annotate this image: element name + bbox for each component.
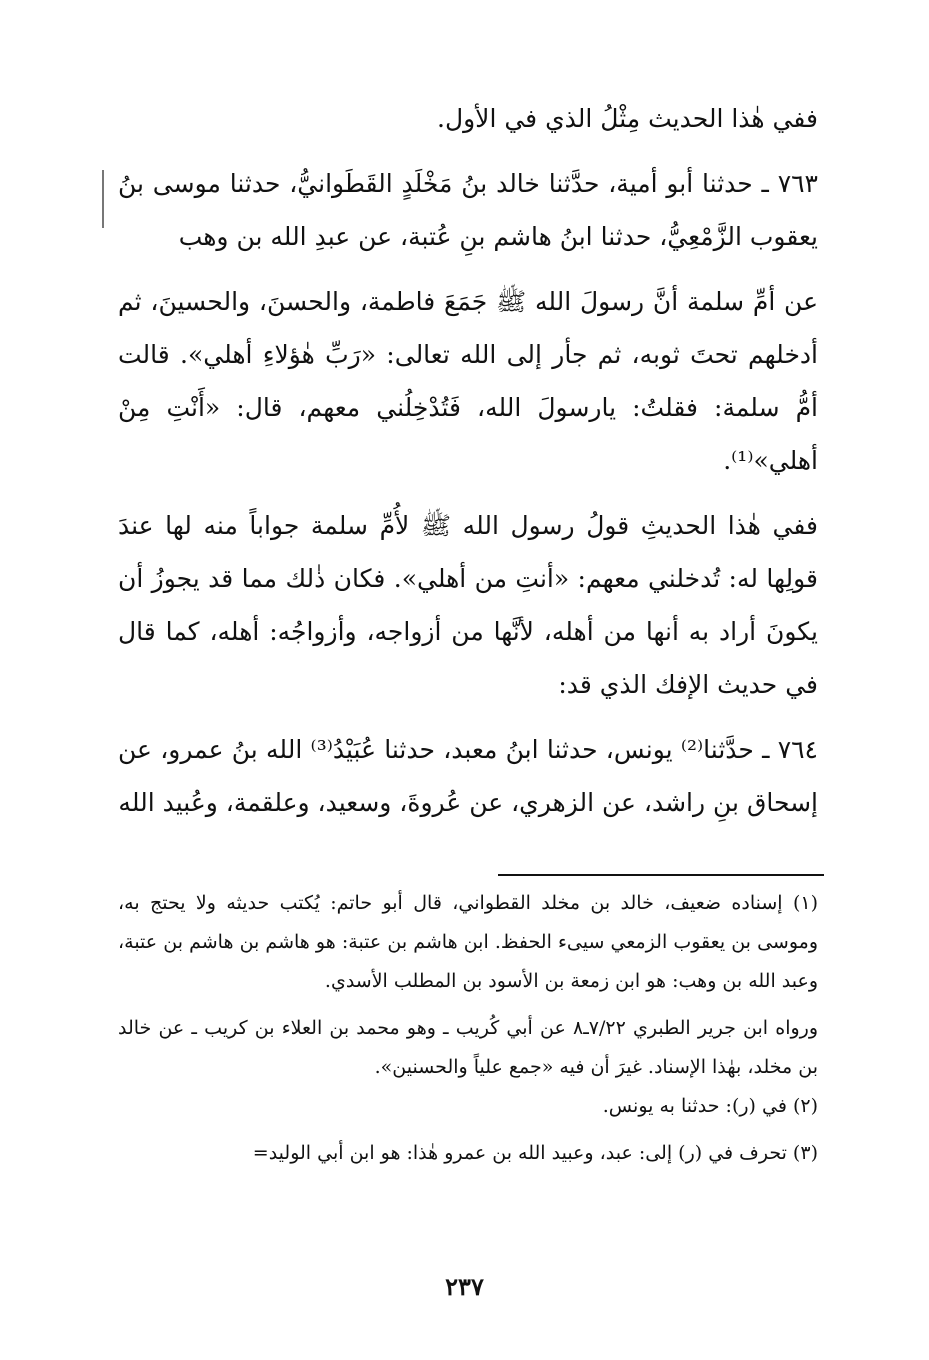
page-number: ٢٣٧	[445, 1272, 484, 1301]
footnote-1: (١) إسناده ضعيف، خالد بن مخلد القطواني، قال أبو حاتم: يُكتب حديثه ولا يحتج به، وموسى بن يعقوب الزمعي سيىء الحفظ. ابن هاشم بن عتبة: هو هاشم بن هاشم بن عتبة، وعبد الله بن وهب: هو ابن زمعة بن الأسود بن المطلب الأسدي.	[118, 892, 818, 992]
hadith-764-isnad: ٧٦٤ ـ حدَّثنا⁽²⁾ يونس، حدثنا ابنُ معبد، حدثنا عُبَيْدُ⁽³⁾ الله بنُ عمرو، عن إسحاق بنِ راشد، عن الزهري، عن عُروةَ، وسعيد، وعلقمة، وعُبيد الله	[118, 735, 818, 817]
commentary-paragraph: ففي هٰذا الحديثِ قولُ رسول الله ﷺ لأُمِّ سلمة جواباً منه لها عندَ قولِها له: تُدخلني معهم: «أنتِ من أهلي». فكان ذٰلك مما قد يجوزُ أن يكونَ أراد به أنها من أهله، لأنَّها من أزواجه، وأزواجُه: أهله، كما قال في حديث الإفك الذي قد:	[118, 511, 818, 699]
footnote-2: (٢) في (ر): حدثنا به يونس.	[602, 1095, 818, 1117]
hadith-763-isnad: ٧٦٣ ـ حدثنا أبو أمية، حدَّثنا خالد بنُ مَخْلَدٍ القَطَوانيُّ، حدثنا موسى بنُ يعقوب الزَّمْعِيُّ، حدثنا ابنُ هاشم بنِ عُتبة، عن عبدِ الله بن وهب	[118, 169, 818, 251]
footnote-1-continued: ورواه ابن جرير الطبري ٧/٢٢ـ٨ عن أبي كُريب ـ وهو محمد بن العلاء بن كريب ـ عن خالد بن مخلد، بهٰذا الإسناد. غيرَ أن فيه «جمع علياً والحسنين».	[118, 1017, 818, 1078]
main-text	[118, 92, 818, 829]
margin-mark	[102, 170, 104, 228]
footnotes	[118, 884, 818, 1173]
hadith-763-matn: عن أمِّ سلمة أنَّ رسولَ الله ﷺ جَمَعَ فاطمة، والحسنَ، والحسينَ، ثم أدخلهم تحتَ ثوبه، ثم جأر إلى الله تعالى: «رَبِّ هٰؤلاءِ أهلي». قالت أمُّ سلمة: فقلتُ: يارسولَ الله، فَتُدْخِلُني معهم، قال: «أَنْتِ مِنْ أهلي»⁽¹⁾.	[118, 287, 818, 475]
footnote-separator	[498, 874, 824, 876]
footnote-3: (٣) تحرف في (ر) إلى: عبد، وعبيد الله بن عمرو هٰذا: هو ابن أبي الوليد=	[252, 1142, 818, 1164]
paragraph-opening: ففي هٰذا الحديث مِثْلُ الذي في الأول.	[437, 104, 818, 133]
